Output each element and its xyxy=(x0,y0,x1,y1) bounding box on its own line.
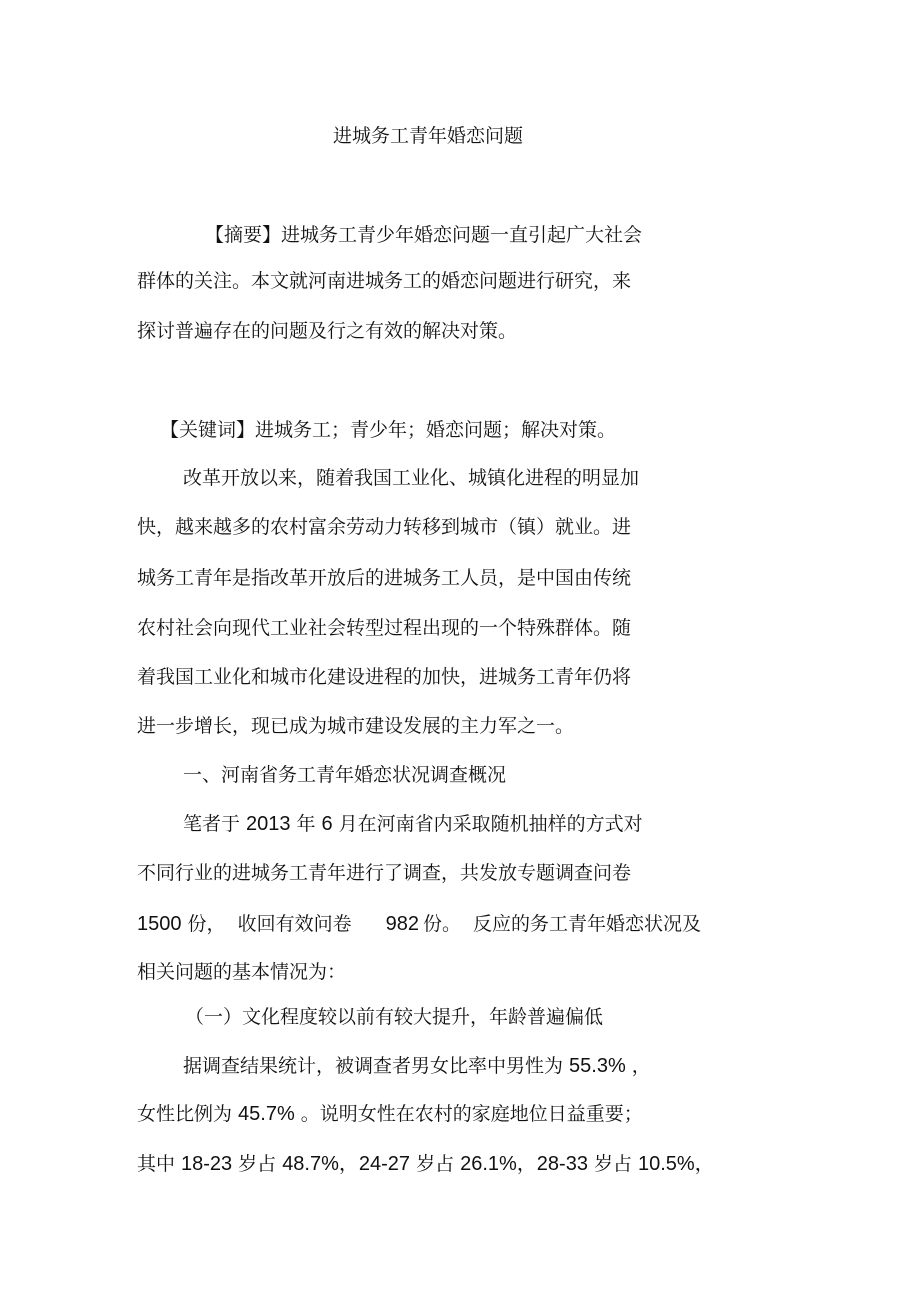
text-run: 据调查结果统计，被调查者男女比率中男性为 xyxy=(183,1055,564,1077)
intro-line-2: 快，越来越多的农村富余劳动力转移到城市（镇）就业。进 xyxy=(137,516,632,538)
text-run: 月在河南省内采取随机抽样的方式对 xyxy=(338,813,643,835)
document-title: 进城务工青年婚恋问题 xyxy=(333,125,524,147)
age-values-1: 48.7%，24-27 xyxy=(282,1153,411,1175)
questionnaires-valid: 982 xyxy=(385,913,419,935)
gender-line-1 xyxy=(183,1053,651,1079)
text-run: 岁占 xyxy=(238,1153,277,1175)
abstract-line-3: 探讨普遍存在的问题及行之有效的解决对策。 xyxy=(137,320,518,342)
text-run: 岁占 xyxy=(416,1153,455,1175)
age-values-2: 26.1%，28-33 xyxy=(460,1153,588,1175)
subsection-heading: （一）文化程度较以前有较大提升，年龄普遍偏低 xyxy=(185,1006,604,1028)
text-run: 。说明女性在农村的家庭地位日益重要； xyxy=(300,1103,643,1125)
text-run: 女性比例为 xyxy=(137,1103,233,1125)
age-values-3: 10.5%， xyxy=(637,1153,715,1175)
text-run: ， xyxy=(631,1055,651,1077)
female-ratio: 45.7% xyxy=(238,1103,295,1125)
survey-line-1 xyxy=(183,811,643,837)
age-range-1: 18-23 xyxy=(181,1153,233,1175)
abstract-line-2: 群体的关注。本文就河南进城务工的婚恋问题进行研究，来 xyxy=(137,270,632,292)
intro-line-3: 城务工青年是指改革开放后的进城务工人员，是中国由传统 xyxy=(137,567,632,589)
survey-line-4: 相关问题的基本情况为： xyxy=(137,961,347,983)
survey-line-2: 不同行业的进城务工青年进行了调查，共发放专题调查问卷 xyxy=(137,862,632,884)
text-run: 其中 xyxy=(137,1153,176,1175)
abstract-line-1: 【摘要】进城务工青少年婚恋问题一直引起广大社会 xyxy=(205,224,643,246)
male-ratio: 55.3% xyxy=(569,1055,626,1077)
text-run: 份， 收回有效问卷 xyxy=(187,913,352,935)
questionnaires-issued: 1500 xyxy=(137,913,182,935)
gender-line-2 xyxy=(137,1101,643,1127)
survey-month: 6 xyxy=(321,813,333,835)
text-run: 份。 反应的务工青年婚恋状况及 xyxy=(422,913,702,935)
survey-line-3 xyxy=(137,911,701,937)
intro-line-4: 农村社会向现代工业社会转型过程出现的一个特殊群体。随 xyxy=(137,617,632,639)
section-heading: 一、河南省务工青年婚恋状况调查概况 xyxy=(183,764,507,786)
intro-line-5: 着我国工业化和城市化建设进程的加快，进城务工青年仍将 xyxy=(137,666,632,688)
keywords-line: 【关键词】进城务工；青少年；婚恋问题；解决对策。 xyxy=(160,419,617,441)
intro-line-1: 改革开放以来，随着我国工业化、城镇化进程的明显加 xyxy=(183,467,640,489)
intro-line-6: 进一步增长，现已成为城市建设发展的主力军之一。 xyxy=(137,715,575,737)
text-run: 岁占 xyxy=(593,1153,632,1175)
text-run: 年 xyxy=(296,813,316,835)
age-line xyxy=(137,1151,715,1177)
text-run: 笔者于 xyxy=(183,813,241,835)
survey-year: 2013 xyxy=(246,813,291,835)
